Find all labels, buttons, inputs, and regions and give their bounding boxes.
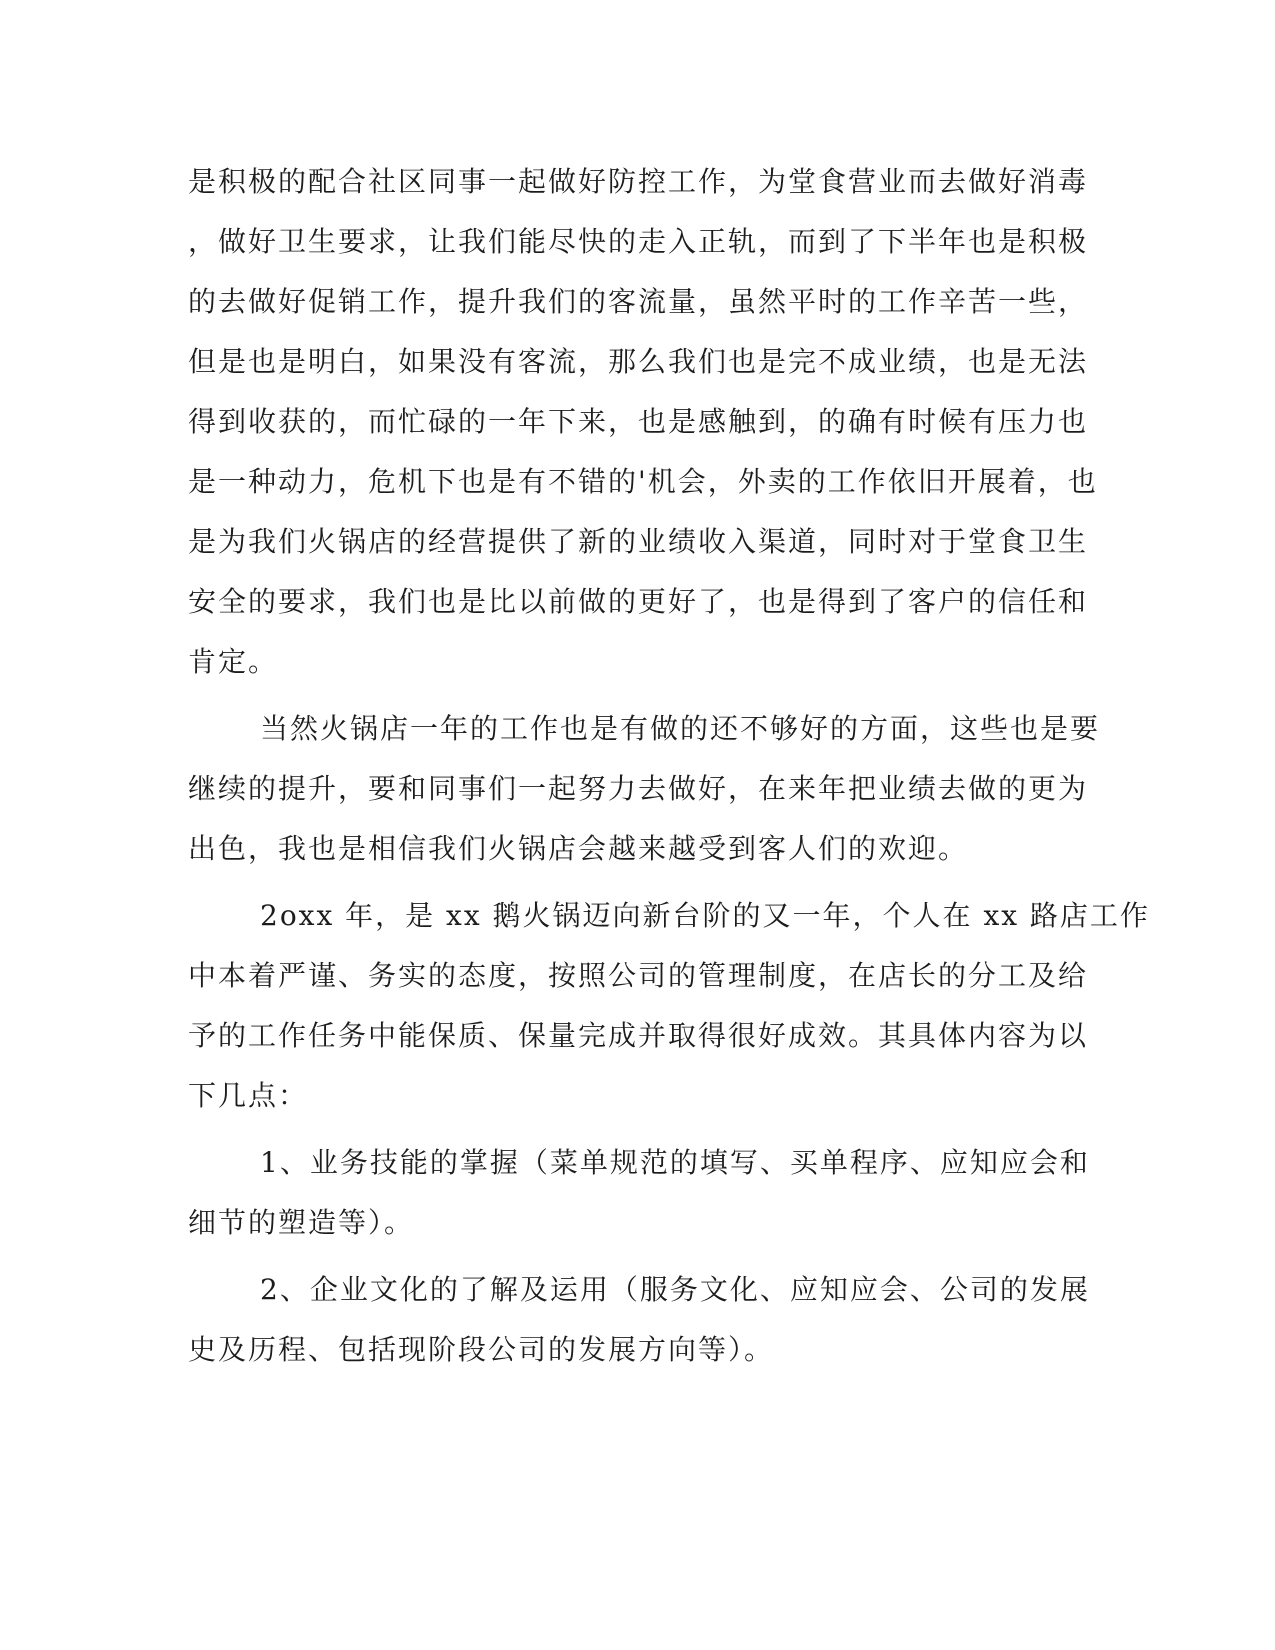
text-line: 肯定。 [188,645,279,678]
paragraph-spacer [188,692,1068,699]
text-line: 是积极的配合社区同事一起做好防控工作，为堂食营业而去做好消毒 [188,165,1089,198]
text-line: 继续的提升，要和同事们一起努力去做好，在来年把业绩去做的更为 [188,772,1089,805]
text-line: 是一种动力，危机下也是有不错的'机会，外卖的工作依旧开展着，也 [188,465,1098,498]
text-line: 下几点： [188,1079,309,1112]
text-line: 但是也是明白，如果没有客流，那么我们也是完不成业绩，也是无法 [188,345,1089,378]
text-line: 予的工作任务中能保质、保量完成并取得很好成效。其具体内容为以 [188,1019,1089,1052]
paragraph-spacer [188,1126,1068,1133]
text-line: 是为我们火锅店的经营提供了新的业绩收入渠道，同时对于堂食卫生 [188,525,1089,558]
paragraph-spacer [188,1253,1068,1260]
text-line: 当然火锅店一年的工作也是有做的还不够好的方面，这些也是要 [260,712,1101,745]
text-line: 的去做好促销工作，提升我们的客流量，虽然平时的工作辛苦一些， [188,285,1089,318]
text-line: 得到收获的，而忙碌的一年下来，也是感触到，的确有时候有压力也 [188,405,1089,438]
text-line: 细节的塑造等）。 [188,1206,415,1239]
list-item-2 [188,1260,1090,1380]
text-line: 中本着严谨、务实的态度，按照公司的管理制度，在店长的分工及给 [188,959,1089,992]
text-line: 2、企业文化的了解及运用（服务文化、应知应会、公司的发展 [260,1273,1090,1306]
text-line: 2oxx 年，是 xx 鹅火锅迈向新台阶的又一年，个人在 xx 路店工作 [260,899,1150,932]
paragraph-spacer [188,879,1068,886]
paragraph-1 [188,152,1098,692]
text-line: ，做好卫生要求，让我们能尽快的走入正轨，而到了下半年也是积极 [188,225,1089,258]
paragraph-3 [188,886,1150,1126]
text-line: 安全的要求，我们也是比以前做的更好了，也是得到了客户的信任和 [188,585,1089,618]
text-line: 1、业务技能的掌握（菜单规范的填写、买单程序、应知应会和 [260,1146,1090,1179]
text-line: 出色，我也是相信我们火锅店会越来越受到客人们的欢迎。 [188,832,969,865]
text-line: 史及历程、包括现阶段公司的发展方向等）。 [188,1333,775,1366]
paragraph-2 [188,699,1101,879]
document-body [188,152,1150,1380]
list-item-1 [188,1133,1090,1253]
